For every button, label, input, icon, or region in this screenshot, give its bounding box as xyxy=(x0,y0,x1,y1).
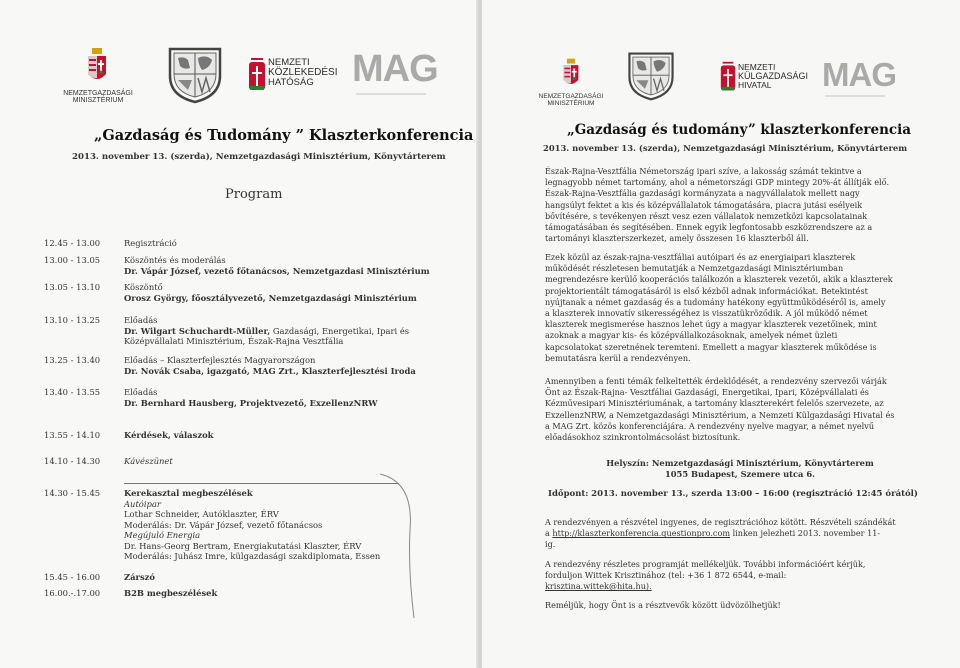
paragraph-line: hangsúlyt fektet a kis és középvállalatok támogatására, piacra jutási esélyeik xyxy=(545,199,863,210)
program-line: Kérdések, válaszok xyxy=(124,430,214,440)
program-line: Dr. Novák Csaba, igazgató, MAG Zrt., Klaszterfejlesztési Iroda xyxy=(124,365,416,376)
paragraph-line: támogatásában és segítésében. Ennek egyik legfontosabb eszközrendszere az a xyxy=(545,222,873,233)
program-description xyxy=(124,255,464,276)
venue-block: Helyszín: Nemzetgazdasági Minisztérium, Könyvtárterem 1055 Budapest, Szemere utca 6. xyxy=(606,458,874,479)
date-line xyxy=(548,489,918,499)
program-line: Zárszó xyxy=(124,572,156,582)
invitation-paragraph xyxy=(545,376,910,443)
paragraph-line: klaszterek megismerése hasznos lehet úgy a magyar klaszterek vezetőinek, mint xyxy=(545,319,877,330)
bracket-line xyxy=(380,470,420,620)
program-time: 12.45 - 13.00 xyxy=(44,238,101,248)
paragraph-line: működését részletesen bemutatják a Nemzetgazdasági Minisztériumban xyxy=(545,263,844,274)
hungarian-coat-of-arms-icon xyxy=(86,48,108,88)
program-description xyxy=(124,430,464,441)
program-heading: Program xyxy=(225,187,283,202)
program-line: Előadás – Klaszterfejlesztés Magyarországon xyxy=(124,355,316,365)
paragraph-line: Észak-Rajna-Vesztfália Németország ipari szíve, a lakosság számát tekintve a xyxy=(545,166,862,176)
program-line: Megújuló Energia xyxy=(124,530,201,540)
program-description xyxy=(124,315,464,347)
paragraph-line: a klaszterek innovatív sikerességéhez is visszatükröződik. A jól működő német xyxy=(545,308,868,319)
mag-logo: MAG xyxy=(352,48,438,90)
nkh-label: NEMZETI KÖZLEKEDÉSI HATÓSÁG xyxy=(268,57,338,88)
program-time: 13.55 - 14.10 xyxy=(44,430,101,440)
paragraph-line: bemutatásra kerül a rendezvényen. xyxy=(545,352,691,363)
nrw-coat-of-arms-icon xyxy=(626,50,676,102)
nemzeti-kulgazdasagi-hivatal-logo-icon xyxy=(719,60,737,94)
paragraph-line: Amennyiben a fenti témák felkeltették érdeklődését, a rendezvény szervezői várják xyxy=(545,376,887,386)
paragraph-line: Kézművesipari Minisztériumának, a tartomány klaszterekért felelős szervezete, az xyxy=(545,398,884,409)
program-line: Orosz György, főosztályvezető, Nemzetgazdasági Minisztérium xyxy=(124,292,417,303)
program-line: Előadás xyxy=(124,387,158,397)
program-time: 15.45 - 16.00 xyxy=(44,572,101,582)
nemzeti-kulgazdasagi-hivatal-logo-icon xyxy=(247,56,267,94)
paragraph-line: azoknak a magyar kis- és középvállalkozásoknak, amelyek német üzleti xyxy=(545,330,838,341)
program-time: 13.25 - 13.40 xyxy=(44,355,101,365)
program-line: Dr. Bernhard Hausberg, Projektvezető, ExzellenzNRW xyxy=(124,397,378,408)
paragraph-line: nyújtanak a német gazdaság és a tudomány hatékony együttműködéséről is, amely xyxy=(545,296,886,307)
program-line: Moderálás: Juhász Imre, külgazdasági szakdiplomata, Essen xyxy=(124,551,381,561)
registration-link[interactable]: http://klaszterkonferencia.questionpro.com xyxy=(552,528,730,539)
clusters-paragraph xyxy=(545,252,910,364)
program-line: Lothar Schneider, Autóklaszter, ÉRV xyxy=(124,509,279,519)
paragraph-line: legnagyobb német tartomány, ahol a németországi GDP mintegy 20%-át állítják elő. xyxy=(545,177,890,188)
contact-paragraph: A rendezvény részletes programját mellékeljük. További információért kérjük, forduljon Wittek Krisztinához (tel: +36 1 872 6544, e-mail: krisztina.wittek@hita.hu). xyxy=(545,559,910,593)
program-line: Kávészünet xyxy=(124,456,173,466)
paragraph-line: Észak-Rajna-Vesztfália gazdasági kormányzata a nagyvállalatok mellett nagy xyxy=(545,188,860,199)
page-title: „Gazdaság és tudomány” klaszterkonferencia xyxy=(567,122,912,138)
mag-logo-tagline xyxy=(356,93,426,95)
program-description xyxy=(124,387,464,408)
program-line: Regisztráció xyxy=(124,238,177,248)
paragraph-line: kapcsolatokat szeretnének teremteni. Emellett a magyar klaszterek működése is xyxy=(545,341,877,352)
program-line: Dr. Hans-Georg Bertram, Energiakutatási Klaszter, ÉRV xyxy=(124,540,362,551)
page-subtitle: 2013. november 13. (szerda), Nemzetgazdasági Minisztérium, Könyvtárterem xyxy=(543,143,908,153)
paragraph-line: előadásokhoz szinkrontolmácsolást biztosítunk. xyxy=(545,432,741,443)
program-time: 13.05 - 13.10 xyxy=(44,282,101,292)
paragraph-line: bővítésére, s tevékenyen részt vesz ezen vállalatok nemzetközi kapcsolatainak xyxy=(545,210,868,221)
page-subtitle: 2013. november 13. (szerda), Nemzetgazdasági Minisztérium, Könyvtárterem xyxy=(72,152,446,162)
program-description xyxy=(124,355,464,376)
date-value: 2013. november 13., szerda 13:00 – 16:00 (regisztráció 12:45 órától) xyxy=(591,489,918,499)
nkh-label: NEMZETI KÜLGAZDASÁGI HIVATAL xyxy=(738,62,809,90)
program-line: Autóipar xyxy=(124,498,161,509)
closing-line: Reméljük, hogy Önt is a résztvevők között üdvözölhetjük! xyxy=(545,600,781,610)
program-line: Előadás xyxy=(124,315,158,325)
program-time: 13.40 - 13.55 xyxy=(44,387,101,397)
date-label: Időpont: xyxy=(548,489,589,499)
program-time: 13.00 - 13.05 xyxy=(44,255,101,265)
intro-paragraph xyxy=(545,166,910,244)
paragraph-line: projektorientált támogatásáról is első kézből adnak információkat. Betekintést xyxy=(545,285,868,296)
program-line: Moderálás: Dr. Vápár József, vezető főtanácsos xyxy=(124,519,323,530)
page-title: „Gazdaság és Tudomány ” Klaszterkonferencia xyxy=(94,127,474,144)
program-time: 13.10 - 13.25 xyxy=(44,315,101,325)
program-line: Dr. Wilgart Schuchardt-Müller, Gazdasági, Energetikai, Ipari és xyxy=(124,325,410,336)
divider-line xyxy=(124,483,399,484)
paragraph-line: megrendezésre kerülő kooperációs találkozón a klaszterek vezetői, akik a klaszterek xyxy=(545,274,893,285)
program-line: Köszöntés és moderálás xyxy=(124,255,226,265)
program-line: B2B megbeszélések xyxy=(124,588,218,598)
paragraph-line: a MAG Zrt. közös konferenciájára. A rendezvény nyelve magyar, a német nyelvű xyxy=(545,420,875,431)
paragraph-line: Önt az Észak-Rajna- Vesztfáliai Gazdasági, Energetikai, Ipari, Középvállalati és xyxy=(545,387,869,398)
ministry-label: NEMZETGAZDASÁGI MINISZTÉRIUM xyxy=(63,90,133,105)
program-line: Dr. Vápár József, vezető főtanácsos, Nemzetgazdasi Minisztérium xyxy=(124,265,430,276)
paragraph-line: Ezek közül az észak-rajna-vesztfáliai autóipari és az energiaipari klaszterek xyxy=(545,252,856,262)
program-time: 14.10 - 14.30 xyxy=(44,456,101,466)
left-page-program xyxy=(0,0,478,668)
program-time: 14.30 - 15.45 xyxy=(44,488,101,498)
program-time: 16.00.-.17.00 xyxy=(44,588,101,598)
contact-email-link[interactable]: krisztina.wittek@hita.hu). xyxy=(545,581,652,592)
program-line: Köszöntő xyxy=(124,282,163,292)
mag-logo-tagline xyxy=(825,95,885,97)
paragraph-line: tartományi klaszterszerkezet, amely összesen 16 klaszterből áll. xyxy=(545,233,809,244)
mag-logo: MAG xyxy=(822,56,896,93)
ministry-label: NEMZETGAZDASÁGI MINISZTÉRIUM xyxy=(538,93,604,107)
paragraph-line: ExzellenzNRW, a Nemzetgazdasági Minisztérium, a Nemzeti Külgazdasági Hivatal és xyxy=(545,409,895,420)
program-description xyxy=(124,456,464,467)
program-line: Kerekasztal megbeszélések xyxy=(124,488,253,498)
nrw-coat-of-arms-icon xyxy=(166,46,224,104)
program-description xyxy=(124,282,464,303)
program-line: Középvállalati Minisztérium, Észak-Rajna Vesztfália xyxy=(124,336,344,346)
program-description xyxy=(124,238,464,249)
registration-paragraph: A rendezvényen a részvétel ingyenes, de regisztrációhoz kötött. Részvételi szándékát a http://klaszterkonferencia.questionpro.com linken jelezheti 2013. november 11- ig. xyxy=(545,517,896,550)
hungarian-coat-of-arms-icon xyxy=(562,58,580,92)
